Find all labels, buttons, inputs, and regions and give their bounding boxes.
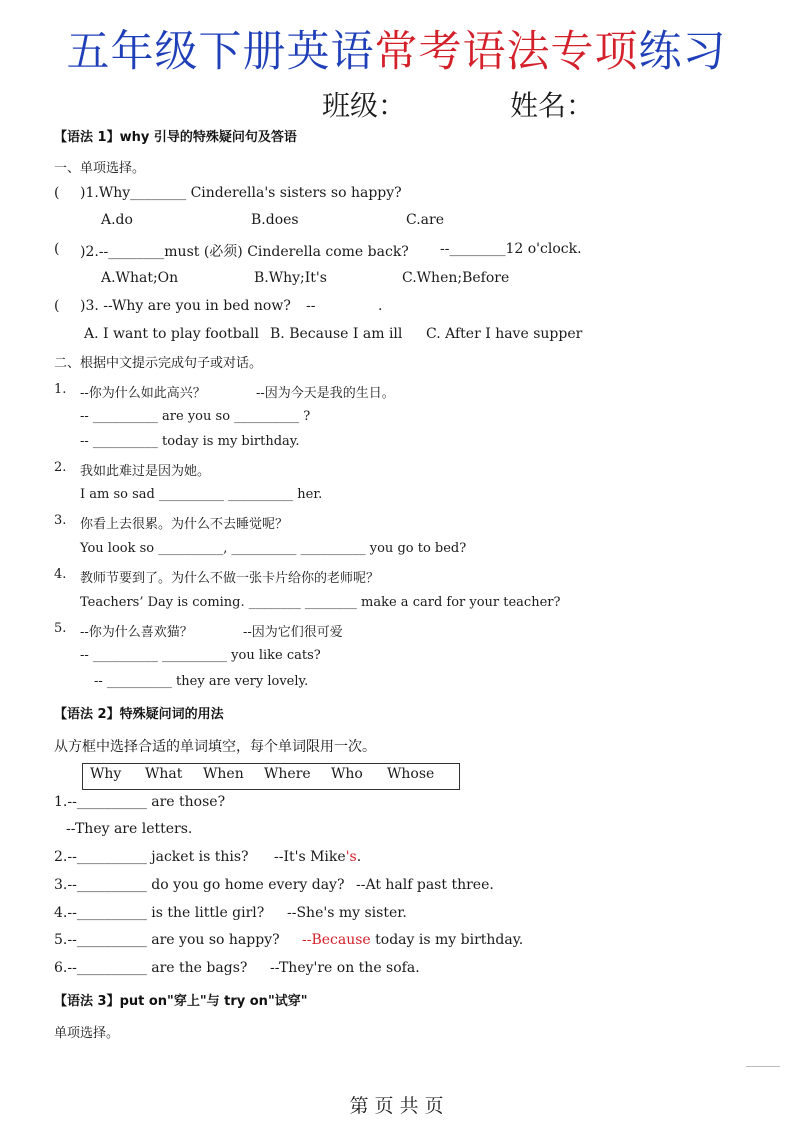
word-box-item: What: [145, 766, 183, 782]
q2-option-b: B.Why;It's: [254, 270, 327, 286]
q1-option-c: C.are: [406, 212, 444, 228]
g2-q5-answer-rest: today is my birthday.: [370, 932, 524, 948]
scan-mark: [746, 1066, 780, 1067]
title-part-1: 五年级下册英语: [66, 27, 375, 77]
item5-chinese-a: --因为它们很可爱: [243, 625, 343, 640]
item3-number: 3.: [54, 513, 67, 528]
q1-paren: (: [54, 185, 60, 201]
q1-option-a: A.do: [101, 212, 133, 228]
item1-number: 1.: [54, 382, 67, 397]
q2-answer: --________12 o'clock.: [440, 241, 582, 257]
item3-chinese: 你看上去很累。为什么不去睡觉呢？: [80, 517, 289, 532]
g2-q6-answer: --They're on the sofa.: [270, 960, 420, 976]
g2-q5: 5.--__________ are you so happy?: [54, 932, 280, 948]
g2-q5-answer: [302, 932, 523, 948]
item4-chinese: 教师节要到了。为什么不做一张卡片给你的老师呢？: [80, 571, 380, 586]
item3-line1: You look so __________, __________ __________ you go to bed?: [80, 541, 467, 556]
g2-q2: 2.--__________ jacket is this?: [54, 849, 249, 865]
q3-option-a: A. I want to play football: [84, 326, 259, 342]
item5-number: 5.: [54, 621, 67, 636]
item1-chinese-q: --你为什么如此高兴？: [80, 386, 206, 401]
part2-heading: 二、根据中文提示完成句子或对话。: [54, 356, 263, 371]
item1-line2: -- __________ today is my birthday.: [80, 434, 300, 449]
grammar3-instruction: 单项选择。: [54, 1026, 120, 1041]
g2-q4-answer: --She's my sister.: [287, 905, 407, 921]
title-part-2: 常考语法专项: [374, 27, 639, 77]
word-box-item: When: [203, 766, 244, 782]
class-label: 班级：: [322, 89, 407, 122]
word-box-item: Why: [90, 766, 122, 782]
word-box-item: Whose: [387, 766, 435, 782]
grammar3-heading: 【语法 3】put on"穿上"与 try on"试穿": [54, 994, 308, 1009]
q3-text: )3. --Why are you in bed now?: [80, 298, 291, 314]
item2-line1: I am so sad __________ __________ her.: [80, 487, 323, 502]
g2-q2-answer: [274, 849, 361, 865]
name-label: 姓名：: [510, 89, 595, 122]
grammar2-instruction: 从方框中选择合适的单词填空，每个单词限用一次。: [54, 739, 376, 755]
part1-heading: 一、单项选择。: [54, 161, 146, 176]
grammar1-heading: 【语法 1】why 引导的特殊疑问句及答语: [54, 130, 297, 145]
word-box-item: Who: [331, 766, 363, 782]
q1-text: )1.Why________ Cinderella's sisters so happy?: [80, 185, 402, 201]
g2-q1-answer: --They are letters.: [66, 821, 193, 837]
q2-option-a: A.What;On: [101, 270, 179, 286]
q3-dot: .: [378, 298, 383, 314]
q3-answer: --: [306, 298, 316, 314]
item5-line2: -- __________ they are very lovely.: [94, 674, 309, 689]
item4-line1: Teachers’ Day is coming. ________ ________ make a card for your teacher?: [80, 595, 561, 610]
g2-q5-answer-because: --Because: [302, 932, 371, 948]
item4-number: 4.: [54, 567, 67, 582]
q1-option-b: B.does: [251, 212, 299, 228]
g2-q2-answer-main: --It's Mike: [274, 849, 346, 865]
word-box-item: Where: [264, 766, 311, 782]
item1-chinese-a: --因为今天是我的生日。: [256, 386, 395, 401]
page-title: [0, 18, 793, 79]
q2-option-c: C.When;Before: [402, 270, 510, 286]
item1-line1: -- __________ are you so __________ ?: [80, 409, 311, 424]
item2-chinese: 我如此难过是因为她。: [80, 464, 211, 479]
g2-q6: 6.--__________ are the bags?: [54, 960, 248, 976]
page-footer: 第 页 共 页: [349, 1095, 444, 1117]
item5-line1: -- __________ __________ you like cats?: [80, 648, 321, 663]
g2-q3-answer: --At half past three.: [356, 877, 494, 893]
q2-text: )2.--________must (必须) Cinderella come back?: [80, 244, 409, 260]
q2-paren: (: [54, 241, 60, 257]
g2-q1: 1.--__________ are those?: [54, 794, 226, 810]
grammar2-heading: 【语法 2】特殊疑问词的用法: [54, 707, 224, 722]
q3-paren: (: [54, 298, 60, 314]
q3-option-b: B. Because I am ill: [270, 326, 403, 342]
item2-number: 2.: [54, 460, 67, 475]
g2-q4: 4.--__________ is the little girl?: [54, 905, 265, 921]
q3-option-c: C. After I have supper: [426, 326, 583, 342]
g2-q2-answer-period: .: [356, 849, 362, 865]
g2-q2-answer-suffix: 's: [345, 849, 357, 865]
title-part-3: 练习: [638, 27, 727, 77]
item5-chinese-q: --你为什么喜欢猫？: [80, 625, 193, 640]
g2-q3: 3.--__________ do you go home every day?: [54, 877, 345, 893]
